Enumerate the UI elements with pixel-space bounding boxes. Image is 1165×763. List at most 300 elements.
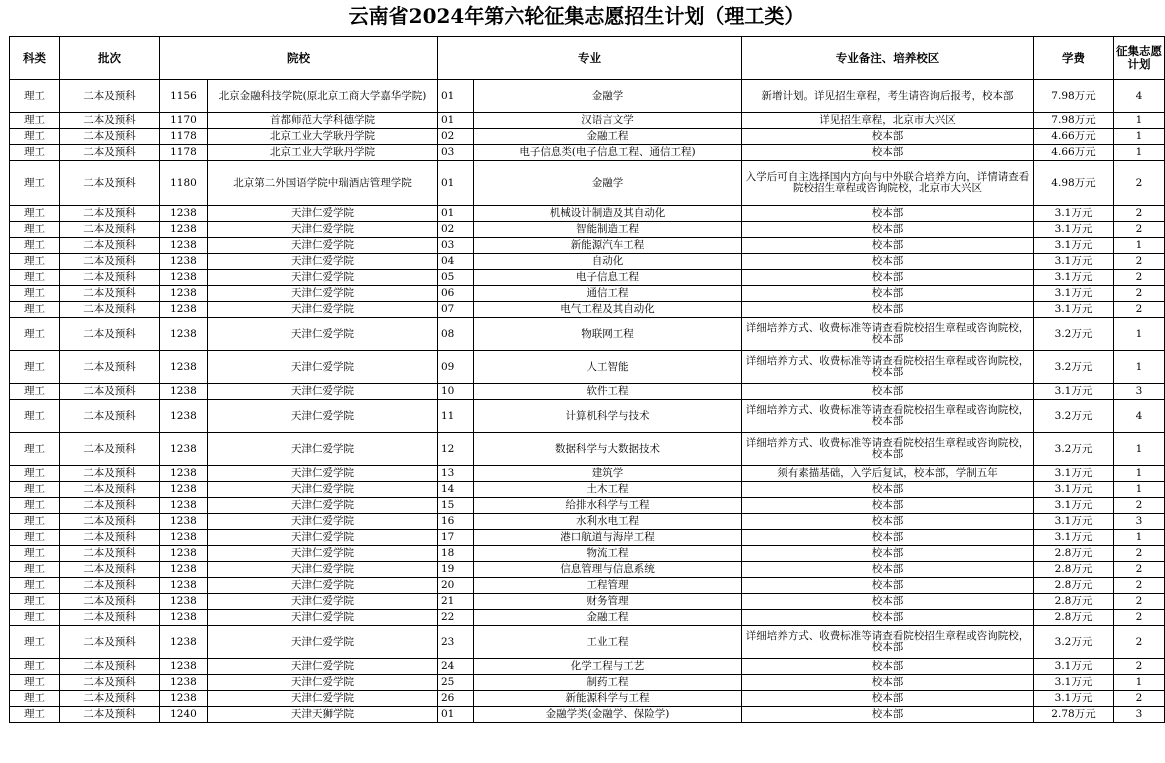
cell-category: 理工 xyxy=(10,546,60,562)
cell-plan: 2 xyxy=(1114,578,1165,594)
cell-school: 北京工业大学耿丹学院 xyxy=(208,145,438,161)
cell-category: 理工 xyxy=(10,530,60,546)
cell-major-code: 01 xyxy=(438,113,474,129)
cell-major: 物流工程 xyxy=(474,546,742,562)
cell-school-code: 1238 xyxy=(160,318,208,351)
cell-category: 理工 xyxy=(10,206,60,222)
cell-major: 金融工程 xyxy=(474,129,742,145)
cell-school: 天津仁爱学院 xyxy=(208,286,438,302)
cell-major: 金融学 xyxy=(474,161,742,206)
cell-major-code: 01 xyxy=(438,707,474,723)
cell-school: 天津仁爱学院 xyxy=(208,546,438,562)
cell-school: 北京工业大学耿丹学院 xyxy=(208,129,438,145)
cell-school: 天津仁爱学院 xyxy=(208,206,438,222)
table-row xyxy=(10,707,1165,723)
cell-major: 电气工程及其自动化 xyxy=(474,302,742,318)
cell-plan: 2 xyxy=(1114,161,1165,206)
table-row xyxy=(10,206,1165,222)
cell-major-code: 22 xyxy=(438,610,474,626)
table-row xyxy=(10,578,1165,594)
cell-school-code: 1238 xyxy=(160,286,208,302)
cell-fee: 3.2万元 xyxy=(1034,400,1114,433)
cell-major-code: 01 xyxy=(438,206,474,222)
cell-major: 工业工程 xyxy=(474,626,742,659)
cell-fee: 7.98万元 xyxy=(1034,113,1114,129)
cell-note: 校本部 xyxy=(742,594,1034,610)
cell-batch: 二本及预科 xyxy=(60,318,160,351)
cell-note: 校本部 xyxy=(742,707,1034,723)
cell-major: 智能制造工程 xyxy=(474,222,742,238)
cell-plan: 2 xyxy=(1114,610,1165,626)
cell-major-code: 01 xyxy=(438,161,474,206)
cell-school-code: 1238 xyxy=(160,206,208,222)
cell-category: 理工 xyxy=(10,514,60,530)
cell-major-code: 19 xyxy=(438,562,474,578)
header-note: 专业备注、培养校区 xyxy=(742,37,1034,80)
cell-plan: 4 xyxy=(1114,400,1165,433)
cell-category: 理工 xyxy=(10,400,60,433)
cell-note: 详细培养方式、收费标准等请查看院校招生章程或咨询院校，校本部 xyxy=(742,318,1034,351)
cell-batch: 二本及预科 xyxy=(60,610,160,626)
cell-school: 北京第二外国语学院中瑞酒店管理学院 xyxy=(208,161,438,206)
cell-school: 北京金融科技学院(原北京工商大学嘉华学院) xyxy=(208,80,438,113)
table-row xyxy=(10,129,1165,145)
cell-fee: 2.78万元 xyxy=(1034,707,1114,723)
cell-major-code: 10 xyxy=(438,384,474,400)
cell-batch: 二本及预科 xyxy=(60,222,160,238)
cell-school: 天津仁爱学院 xyxy=(208,302,438,318)
table-row xyxy=(10,270,1165,286)
cell-fee: 3.2万元 xyxy=(1034,351,1114,384)
cell-school-code: 1238 xyxy=(160,546,208,562)
cell-category: 理工 xyxy=(10,691,60,707)
table-row xyxy=(10,530,1165,546)
table-row xyxy=(10,626,1165,659)
cell-major: 物联网工程 xyxy=(474,318,742,351)
table-row xyxy=(10,546,1165,562)
cell-plan: 2 xyxy=(1114,626,1165,659)
cell-school: 天津仁爱学院 xyxy=(208,238,438,254)
cell-plan: 1 xyxy=(1114,482,1165,498)
cell-batch: 二本及预科 xyxy=(60,466,160,482)
cell-category: 理工 xyxy=(10,129,60,145)
cell-plan: 1 xyxy=(1114,129,1165,145)
cell-category: 理工 xyxy=(10,498,60,514)
cell-major: 软件工程 xyxy=(474,384,742,400)
cell-school-code: 1156 xyxy=(160,80,208,113)
cell-major-code: 17 xyxy=(438,530,474,546)
table-row xyxy=(10,351,1165,384)
cell-plan: 1 xyxy=(1114,113,1165,129)
cell-plan: 2 xyxy=(1114,594,1165,610)
cell-major: 通信工程 xyxy=(474,286,742,302)
cell-major-code: 26 xyxy=(438,691,474,707)
cell-fee: 3.1万元 xyxy=(1034,302,1114,318)
cell-school-code: 1238 xyxy=(160,433,208,466)
cell-plan: 2 xyxy=(1114,659,1165,675)
cell-school-code: 1240 xyxy=(160,707,208,723)
cell-school-code: 1238 xyxy=(160,351,208,384)
cell-category: 理工 xyxy=(10,161,60,206)
cell-school: 天津仁爱学院 xyxy=(208,675,438,691)
cell-school-code: 1238 xyxy=(160,302,208,318)
cell-major: 化学工程与工艺 xyxy=(474,659,742,675)
cell-fee: 3.2万元 xyxy=(1034,433,1114,466)
cell-school-code: 1238 xyxy=(160,384,208,400)
cell-major: 水利水电工程 xyxy=(474,514,742,530)
cell-school-code: 1238 xyxy=(160,466,208,482)
table-row xyxy=(10,675,1165,691)
table-row xyxy=(10,400,1165,433)
cell-fee: 2.8万元 xyxy=(1034,562,1114,578)
table-row xyxy=(10,384,1165,400)
cell-category: 理工 xyxy=(10,351,60,384)
cell-major: 自动化 xyxy=(474,254,742,270)
cell-category: 理工 xyxy=(10,254,60,270)
cell-plan: 2 xyxy=(1114,691,1165,707)
cell-plan: 1 xyxy=(1114,238,1165,254)
table-row xyxy=(10,482,1165,498)
cell-major-code: 14 xyxy=(438,482,474,498)
cell-fee: 3.1万元 xyxy=(1034,691,1114,707)
cell-note: 新增计划。详见招生章程，考生请咨询后报考，校本部 xyxy=(742,80,1034,113)
cell-school: 天津仁爱学院 xyxy=(208,254,438,270)
table-row xyxy=(10,659,1165,675)
table-row xyxy=(10,254,1165,270)
cell-school-code: 1238 xyxy=(160,238,208,254)
cell-major-code: 03 xyxy=(438,145,474,161)
cell-school: 天津仁爱学院 xyxy=(208,351,438,384)
cell-note: 校本部 xyxy=(742,238,1034,254)
cell-plan: 2 xyxy=(1114,270,1165,286)
cell-note: 校本部 xyxy=(742,530,1034,546)
cell-batch: 二本及预科 xyxy=(60,691,160,707)
header-category: 科类 xyxy=(10,37,60,80)
cell-fee: 3.1万元 xyxy=(1034,675,1114,691)
cell-batch: 二本及预科 xyxy=(60,675,160,691)
cell-major-code: 18 xyxy=(438,546,474,562)
cell-major: 金融学 xyxy=(474,80,742,113)
cell-category: 理工 xyxy=(10,578,60,594)
cell-school-code: 1238 xyxy=(160,270,208,286)
cell-note: 校本部 xyxy=(742,302,1034,318)
cell-major-code: 20 xyxy=(438,578,474,594)
cell-major: 给排水科学与工程 xyxy=(474,498,742,514)
cell-category: 理工 xyxy=(10,238,60,254)
cell-note: 校本部 xyxy=(742,145,1034,161)
cell-plan: 1 xyxy=(1114,318,1165,351)
cell-category: 理工 xyxy=(10,145,60,161)
admission-plan-table xyxy=(9,36,1165,723)
cell-note: 详细培养方式、收费标准等请查看院校招生章程或咨询院校，校本部 xyxy=(742,433,1034,466)
header-row xyxy=(10,37,1165,80)
cell-plan: 3 xyxy=(1114,707,1165,723)
cell-major: 新能源科学与工程 xyxy=(474,691,742,707)
cell-fee: 2.8万元 xyxy=(1034,578,1114,594)
cell-batch: 二本及预科 xyxy=(60,482,160,498)
cell-fee: 3.1万元 xyxy=(1034,482,1114,498)
cell-plan: 1 xyxy=(1114,145,1165,161)
cell-school: 天津仁爱学院 xyxy=(208,562,438,578)
cell-category: 理工 xyxy=(10,594,60,610)
cell-plan: 2 xyxy=(1114,254,1165,270)
cell-category: 理工 xyxy=(10,610,60,626)
cell-major: 计算机科学与技术 xyxy=(474,400,742,433)
cell-batch: 二本及预科 xyxy=(60,302,160,318)
table-row xyxy=(10,238,1165,254)
cell-fee: 3.1万元 xyxy=(1034,514,1114,530)
cell-plan: 1 xyxy=(1114,351,1165,384)
cell-school: 天津仁爱学院 xyxy=(208,433,438,466)
cell-school-code: 1180 xyxy=(160,161,208,206)
cell-major-code: 08 xyxy=(438,318,474,351)
cell-school: 天津仁爱学院 xyxy=(208,270,438,286)
cell-school-code: 1238 xyxy=(160,659,208,675)
cell-plan: 3 xyxy=(1114,514,1165,530)
cell-batch: 二本及预科 xyxy=(60,498,160,514)
cell-school-code: 1238 xyxy=(160,498,208,514)
cell-school-code: 1178 xyxy=(160,129,208,145)
cell-batch: 二本及预科 xyxy=(60,384,160,400)
table-row xyxy=(10,498,1165,514)
cell-batch: 二本及预科 xyxy=(60,113,160,129)
cell-category: 理工 xyxy=(10,113,60,129)
cell-school-code: 1238 xyxy=(160,514,208,530)
cell-note: 校本部 xyxy=(742,578,1034,594)
cell-plan: 3 xyxy=(1114,384,1165,400)
cell-batch: 二本及预科 xyxy=(60,400,160,433)
cell-fee: 3.1万元 xyxy=(1034,384,1114,400)
table-row xyxy=(10,145,1165,161)
cell-batch: 二本及预科 xyxy=(60,659,160,675)
cell-batch: 二本及预科 xyxy=(60,161,160,206)
cell-major-code: 25 xyxy=(438,675,474,691)
cell-major-code: 16 xyxy=(438,514,474,530)
cell-note: 校本部 xyxy=(742,206,1034,222)
cell-major-code: 09 xyxy=(438,351,474,384)
cell-fee: 2.8万元 xyxy=(1034,594,1114,610)
cell-batch: 二本及预科 xyxy=(60,562,160,578)
cell-school-code: 1238 xyxy=(160,400,208,433)
cell-fee: 3.1万元 xyxy=(1034,206,1114,222)
cell-category: 理工 xyxy=(10,318,60,351)
cell-school: 天津仁爱学院 xyxy=(208,222,438,238)
cell-school: 天津天狮学院 xyxy=(208,707,438,723)
cell-school-code: 1238 xyxy=(160,578,208,594)
cell-fee: 3.2万元 xyxy=(1034,626,1114,659)
cell-note: 校本部 xyxy=(742,514,1034,530)
cell-school-code: 1238 xyxy=(160,222,208,238)
cell-plan: 1 xyxy=(1114,530,1165,546)
cell-school: 天津仁爱学院 xyxy=(208,318,438,351)
table-row xyxy=(10,594,1165,610)
cell-batch: 二本及预科 xyxy=(60,206,160,222)
cell-plan: 2 xyxy=(1114,302,1165,318)
cell-note: 详细培养方式、收费标准等请查看院校招生章程或咨询院校，校本部 xyxy=(742,351,1034,384)
header-plan: 征集志愿计划 xyxy=(1114,37,1165,80)
cell-note: 详见招生章程，北京市大兴区 xyxy=(742,113,1034,129)
cell-batch: 二本及预科 xyxy=(60,707,160,723)
cell-fee: 3.2万元 xyxy=(1034,318,1114,351)
cell-batch: 二本及预科 xyxy=(60,270,160,286)
cell-note: 校本部 xyxy=(742,675,1034,691)
cell-school-code: 1238 xyxy=(160,254,208,270)
table-row xyxy=(10,318,1165,351)
cell-note: 校本部 xyxy=(742,384,1034,400)
cell-fee: 7.98万元 xyxy=(1034,80,1114,113)
cell-plan: 2 xyxy=(1114,206,1165,222)
cell-school-code: 1238 xyxy=(160,626,208,659)
cell-school: 天津仁爱学院 xyxy=(208,384,438,400)
cell-note: 校本部 xyxy=(742,659,1034,675)
cell-note: 校本部 xyxy=(742,286,1034,302)
cell-category: 理工 xyxy=(10,659,60,675)
cell-category: 理工 xyxy=(10,562,60,578)
cell-school: 天津仁爱学院 xyxy=(208,594,438,610)
table-row xyxy=(10,466,1165,482)
cell-major: 制药工程 xyxy=(474,675,742,691)
cell-note: 校本部 xyxy=(742,129,1034,145)
table-row xyxy=(10,302,1165,318)
table-row xyxy=(10,286,1165,302)
cell-school: 天津仁爱学院 xyxy=(208,578,438,594)
cell-school-code: 1238 xyxy=(160,691,208,707)
cell-major-code: 01 xyxy=(438,80,474,113)
table-row xyxy=(10,222,1165,238)
cell-major-code: 11 xyxy=(438,400,474,433)
cell-major-code: 13 xyxy=(438,466,474,482)
cell-major-code: 21 xyxy=(438,594,474,610)
header-major: 专业 xyxy=(438,37,742,80)
cell-school-code: 1238 xyxy=(160,530,208,546)
page-title: 云南省2024年第六轮征集志愿招生计划（理工类） xyxy=(348,4,805,28)
cell-fee: 3.1万元 xyxy=(1034,238,1114,254)
cell-major: 电子信息类(电子信息工程、通信工程) xyxy=(474,145,742,161)
cell-batch: 二本及预科 xyxy=(60,530,160,546)
cell-school: 天津仁爱学院 xyxy=(208,482,438,498)
cell-major: 信息管理与信息系统 xyxy=(474,562,742,578)
cell-major: 金融学类(金融学、保险学) xyxy=(474,707,742,723)
header-batch: 批次 xyxy=(60,37,160,80)
cell-major: 数据科学与大数据技术 xyxy=(474,433,742,466)
cell-category: 理工 xyxy=(10,626,60,659)
cell-plan: 1 xyxy=(1114,675,1165,691)
cell-category: 理工 xyxy=(10,433,60,466)
table-row xyxy=(10,610,1165,626)
cell-school: 天津仁爱学院 xyxy=(208,691,438,707)
cell-batch: 二本及预科 xyxy=(60,594,160,610)
cell-batch: 二本及预科 xyxy=(60,238,160,254)
cell-note: 详细培养方式、收费标准等请查看院校招生章程或咨询院校，校本部 xyxy=(742,626,1034,659)
cell-school: 天津仁爱学院 xyxy=(208,626,438,659)
cell-fee: 3.1万元 xyxy=(1034,498,1114,514)
cell-major: 人工智能 xyxy=(474,351,742,384)
table-row xyxy=(10,514,1165,530)
cell-plan: 2 xyxy=(1114,286,1165,302)
cell-school: 首都师范大学科德学院 xyxy=(208,113,438,129)
cell-major: 建筑学 xyxy=(474,466,742,482)
cell-batch: 二本及预科 xyxy=(60,546,160,562)
header-fee: 学费 xyxy=(1034,37,1114,80)
cell-major-code: 12 xyxy=(438,433,474,466)
cell-note: 校本部 xyxy=(742,562,1034,578)
cell-major-code: 07 xyxy=(438,302,474,318)
cell-batch: 二本及预科 xyxy=(60,351,160,384)
cell-school-code: 1170 xyxy=(160,113,208,129)
cell-fee: 3.1万元 xyxy=(1034,270,1114,286)
table-row xyxy=(10,113,1165,129)
cell-school: 天津仁爱学院 xyxy=(208,400,438,433)
cell-note: 校本部 xyxy=(742,610,1034,626)
cell-category: 理工 xyxy=(10,466,60,482)
cell-batch: 二本及预科 xyxy=(60,254,160,270)
cell-fee: 3.1万元 xyxy=(1034,530,1114,546)
cell-major: 金融工程 xyxy=(474,610,742,626)
cell-plan: 2 xyxy=(1114,498,1165,514)
table-row xyxy=(10,433,1165,466)
cell-fee: 3.1万元 xyxy=(1034,222,1114,238)
cell-plan: 4 xyxy=(1114,80,1165,113)
cell-category: 理工 xyxy=(10,270,60,286)
cell-category: 理工 xyxy=(10,675,60,691)
cell-major: 港口航道与海岸工程 xyxy=(474,530,742,546)
cell-batch: 二本及预科 xyxy=(60,578,160,594)
cell-school-code: 1238 xyxy=(160,610,208,626)
cell-category: 理工 xyxy=(10,80,60,113)
cell-major-code: 02 xyxy=(438,129,474,145)
cell-batch: 二本及预科 xyxy=(60,514,160,530)
cell-category: 理工 xyxy=(10,707,60,723)
cell-school: 天津仁爱学院 xyxy=(208,514,438,530)
cell-school: 天津仁爱学院 xyxy=(208,498,438,514)
cell-batch: 二本及预科 xyxy=(60,145,160,161)
cell-major-code: 03 xyxy=(438,238,474,254)
cell-category: 理工 xyxy=(10,302,60,318)
cell-fee: 2.8万元 xyxy=(1034,610,1114,626)
cell-batch: 二本及预科 xyxy=(60,286,160,302)
table-row xyxy=(10,562,1165,578)
cell-school-code: 1238 xyxy=(160,482,208,498)
cell-fee: 3.1万元 xyxy=(1034,254,1114,270)
cell-note: 校本部 xyxy=(742,498,1034,514)
table-row xyxy=(10,161,1165,206)
cell-batch: 二本及预科 xyxy=(60,80,160,113)
cell-school-code: 1178 xyxy=(160,145,208,161)
cell-fee: 3.1万元 xyxy=(1034,659,1114,675)
cell-major: 新能源汽车工程 xyxy=(474,238,742,254)
cell-major-code: 15 xyxy=(438,498,474,514)
cell-fee: 2.8万元 xyxy=(1034,546,1114,562)
cell-major-code: 24 xyxy=(438,659,474,675)
cell-batch: 二本及预科 xyxy=(60,129,160,145)
cell-note: 入学后可自主选择国内方向与中外联合培养方向，详情请查看院校招生章程或咨询院校，北京市大兴区 xyxy=(742,161,1034,206)
cell-school: 天津仁爱学院 xyxy=(208,530,438,546)
cell-major-code: 23 xyxy=(438,626,474,659)
cell-plan: 2 xyxy=(1114,546,1165,562)
cell-major: 机械设计制造及其自动化 xyxy=(474,206,742,222)
cell-category: 理工 xyxy=(10,482,60,498)
cell-major-code: 04 xyxy=(438,254,474,270)
cell-fee: 4.66万元 xyxy=(1034,129,1114,145)
cell-fee: 4.98万元 xyxy=(1034,161,1114,206)
cell-note: 详细培养方式、收费标准等请查看院校招生章程或咨询院校，校本部 xyxy=(742,400,1034,433)
cell-plan: 1 xyxy=(1114,466,1165,482)
table-row xyxy=(10,691,1165,707)
cell-school: 天津仁爱学院 xyxy=(208,610,438,626)
table-body xyxy=(10,80,1165,723)
cell-school-code: 1238 xyxy=(160,594,208,610)
cell-major: 土木工程 xyxy=(474,482,742,498)
